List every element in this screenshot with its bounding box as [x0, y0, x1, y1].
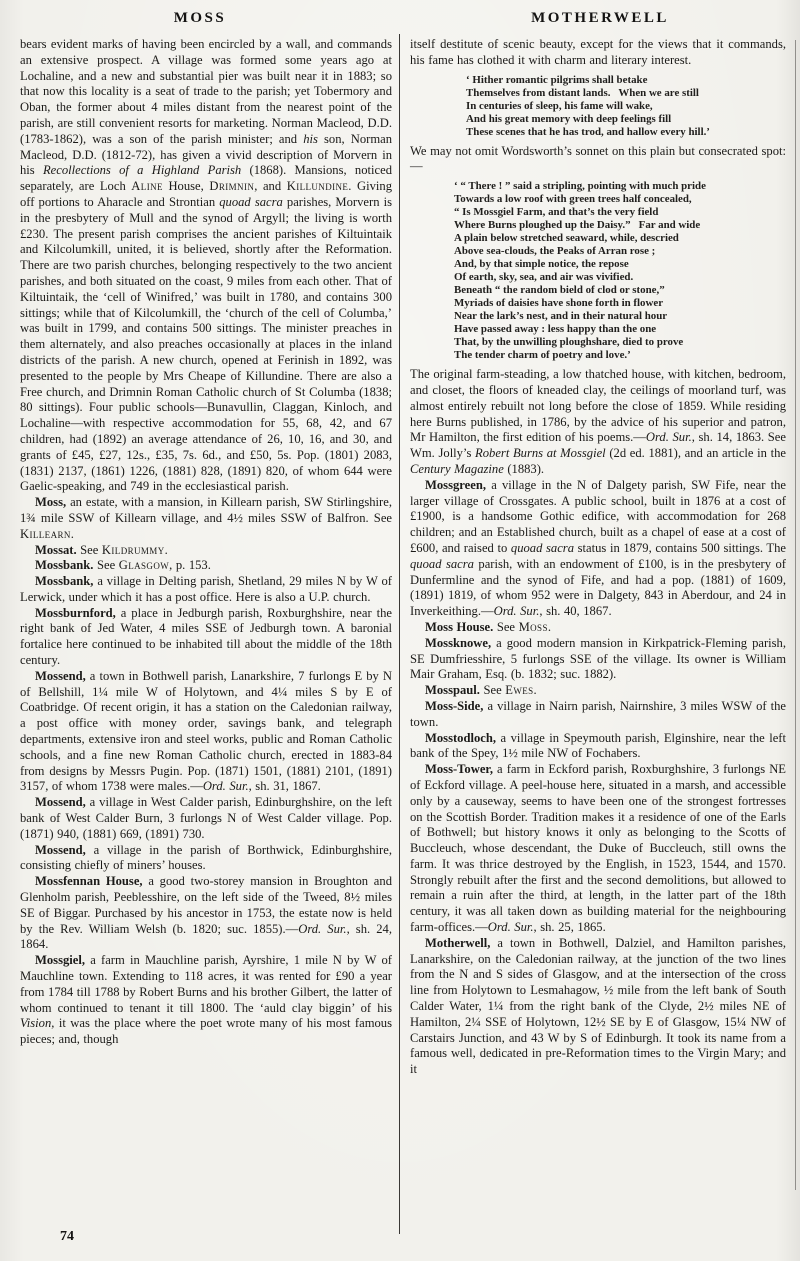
verse-line: Have passed away : less happy than the one — [454, 323, 657, 336]
entry-paragraph — [410, 478, 786, 620]
entry-paragraph — [20, 606, 392, 669]
text-segment: Ord. Sur. — [487, 920, 534, 935]
entry-headword: Mossend, — [35, 842, 86, 857]
text-segment: parish, with an endowment of £100, is in the presbytery of Dunfermline and the synod of Fife, and had a pop. (1881) of 1609, (1891) 1819, of whom 952 were in Dalgety, 843 in Aberdour, and 24 in Inverkeithing.— — [410, 556, 786, 619]
text-segment: parishes, Morvern is in the presbytery of Mull and the synod of Argyll; the living is worth £230. The present parish comprises the ancient parishes of Kiltuintaik and Kilcolumkill, united, it is believed, shortly after the Reformation. There are two parish churches, belonging respectively to the two ancient parishes, and both situated on the coast, 9 miles from each other. That of Kiltuintaik, the ‘cell of Winifred,’ was built in 1780, and contains 300 sittings; while that of Kilcolumkill, the ‘church of the cell of Columba,’ was built in 1799, and contains 500 sittings. The minister preaches in them alternately, and also preaches occasionally at places in the inland districts of the parish. A new church, opened at Ferinish in 1892, was presented to the people by Mrs Cheape of Killundine. There are also a Free church, and Drimnin Roman Catholic church of St Columba (1838; 80 sittings). Four public schools—Bunavullin, Claggan, Kinloch, and Lochaline—with respective accommodation for 55, 68, 42, and 67 children, had (1892) an average attendance of 26, 10, 16, and 30, and grants of £45, £27, 12s., £35, 7s. 6d., and £50, 5s. Pop. (1801) 2083, (1831) 2137, (1861) 1226, (1881) 828, (1891) 820, of whom 644 were Gaelic-speaking, and 749 in the ecclesiastical parish. — [20, 194, 392, 494]
cross-reference: Ewes — [505, 683, 534, 698]
text-segment: Recollections of a Highland Parish — [42, 163, 242, 178]
text-segment: (1883). — [503, 461, 545, 476]
entry-headword: Moss House. — [425, 619, 494, 634]
page-edge-scan-line — [795, 40, 796, 1190]
verse-block — [454, 180, 786, 362]
entry-headword: Mossgiel, — [35, 953, 86, 968]
entry-headword: Mosstodloch, — [425, 730, 497, 745]
entry-paragraph — [20, 669, 392, 795]
entry-headword: Mossend, — [35, 668, 86, 683]
column-divider-rule — [399, 34, 400, 1234]
entry-headword: Mossgreen, — [425, 477, 486, 492]
text-segment: a place in Jedburgh parish, Roxburghshire, near the right bank of Jed Water, 4 miles SSE of Jedburgh town. A baronial fortalice here continued to be inhabited till about the middle of the 18th century. — [20, 605, 392, 668]
cross-reference: Killundine — [286, 179, 349, 194]
cross-reference: Aline — [131, 179, 163, 194]
running-head-left: MOSS — [173, 10, 227, 26]
text-segment: Ord. Sur. — [645, 430, 692, 445]
entry-paragraph — [410, 731, 786, 763]
verse-line: And, by that simple notice, the repose — [454, 258, 629, 271]
text-segment: , p. 153. — [169, 558, 211, 573]
verse-line: Above sea-clouds, the Peaks of Arran rose ; — [454, 245, 656, 258]
entry-headword: Mosspaul. — [425, 683, 480, 698]
entry-paragraph — [410, 683, 786, 699]
text-segment: Century Magazine — [410, 461, 504, 476]
verse-line: These scenes that he has trod, and hallow every hill.’ — [466, 125, 710, 138]
text-segment: a village in Nairn parish, Nairnshire, 3 miles WSW of the town. — [410, 698, 786, 729]
text-segment: . — [164, 542, 168, 557]
text-segment: . Giving off portions to Aharacle and Strontian — [20, 179, 392, 209]
text-segment: itself destitute of scenic beauty, except for the views that it commands, his fame has clothed it with charm and literary interest. — [410, 37, 786, 67]
entry-headword: Mossburnford, — [35, 605, 116, 620]
text-segment: Ord. Sur. — [202, 779, 249, 794]
text-segment: The original farm-steading, a low thatched house, with kitchen, bedroom, and closet, the floors of kneaded clay, the ceilings of moorland turf, was almost entirely rebuilt not long before the close of 1859. While residing here Burns published, in 1786, by the advice of his superior and patron, Mr Hamilton, the first edition of his poems.— — [410, 367, 786, 445]
text-segment: Ord. Sur. — [493, 604, 540, 619]
entry-paragraph — [410, 936, 786, 1078]
cross-reference: Drimnin — [209, 179, 255, 194]
verse-line: Of earth, sky, sea, and air was vivified. — [454, 271, 634, 284]
verse-block — [466, 74, 786, 139]
verse-line: Beneath “ the random bield of clod or stone,” — [454, 284, 665, 297]
text-segment: a good two-storey mansion in Broughton and Glenholm parish, Peeblesshire, on the left side of the Tweed, 8½ miles SE of Biggar. Purchased by his ancestor in 1753, the estate now is held by the Rev. William Welsh (b. 1820; suc. 1855).— — [20, 874, 392, 936]
text-segment: his — [303, 131, 318, 146]
text-segment: a village in the parish of Borthwick, Edinburghshire, consisting chiefly of miners’ houses. — [20, 842, 392, 873]
text-segment: a village in Speymouth parish, Elginshire, near the left bank of the Spey, 1½ mile NW of Fochabers. — [410, 730, 786, 761]
verse-line: Where Burns ploughed up the Daisy.” Far and wide — [454, 219, 701, 232]
text-segment: a village in Delting parish, Shetland, 29 miles N by W of Lerwick, under which it has a post office. Here is also a U.P. church. — [20, 574, 392, 604]
text-segment: , sh. 31, 1867. — [248, 779, 321, 794]
entry-paragraph — [410, 636, 786, 683]
entry-paragraph — [20, 543, 392, 559]
text-segment: a farm in Mauchline parish, Ayrshire, 1 mile N by W of Mauchline town. Extending to 118 acres, it was rented for £90 a year from 1784 till 1788 by Robert Burns and his brother Gilbert, the latter of whom continued to tenant it till 1800. The ‘auld clay biggin’ of his — [20, 953, 392, 1015]
text-segment: quoad sacra — [410, 556, 474, 571]
entry-paragraph — [20, 495, 392, 542]
text-segment: a town in Bothwell parish, Lanarkshire, 7 furlongs E by N of Bellshill, 1¼ mile W of Holytown, and 4¼ miles S by E of Coatbridge. Of recent origin, it has a station on the Caledonian railway, a post office with money order, savings bank, and telegraph departments, extensive iron and steel works, public and Roman Catholic schools, and a fine new Roman Catholic church, erected in 1883-84 from designs by Messrs Pugin. Pop. (1871) 1501, (1881) 2101, (1891) 3157, of whom 1738 were males.— — [20, 668, 392, 794]
text-segment: a farm in Eckford parish, Roxburghshire, 3 furlongs NE of Eckford village. A peel-house here, situated in a marsh, and accessible only by a causeway, seems to have been one of the strongest fortresses on the Scottish Border. Tradition makes it a residence of one of the Earls of Bothwell; but history knows it only as belonging to the Scotts of Buccleuch, whose descendant, the Duke of Buccleuch, still owns the farm. It was thrice destroyed by the English, in 1523, 1544, and 1570. Strongly rebuilt after the first and the second demolitions, but allowed to remain a ruin after the third, at length, in the latter part of the 18th century, it was all taken down as building material for the neighbouring farm-offices.— — [410, 762, 786, 935]
text-segment: . — [547, 619, 552, 634]
text-segment: an estate, with a mansion, in Killearn parish, SW Stirlingshire, 1¾ mile SSW of Killearn village, and 4½ miles SSW of Balfron. See — [20, 495, 392, 525]
entry-headword: Moss, — [35, 495, 67, 510]
entry-paragraph — [20, 874, 392, 953]
text-segment: , sh. 25, 1865. — [533, 920, 606, 935]
entry-paragraph — [20, 843, 392, 875]
cross-reference: Moss — [518, 619, 548, 634]
text-segment: quoad sacra — [219, 194, 283, 209]
entry-headword: Mossat. — [35, 542, 77, 557]
continuation-paragraph — [410, 37, 786, 69]
entry-paragraph — [410, 699, 786, 731]
text-segment: See — [493, 619, 519, 634]
text-segment: See — [479, 683, 506, 698]
verse-line: In centuries of sleep, his fame will wake, — [466, 99, 653, 112]
entry-headword: Mossbank, — [35, 574, 94, 589]
entry-headword: Mossbank. — [35, 558, 94, 573]
page-number: 74 — [60, 1229, 74, 1244]
text-segment: Vision, — [20, 1016, 55, 1031]
verse-line: And his great memory with deep feelings fill — [466, 112, 672, 125]
text-segment: , sh. 14, 1863. See Wm. Jolly’s — [410, 430, 786, 461]
text-segment: it was the place where the poet wrote many of his most famous pieces; and, though — [20, 1016, 392, 1047]
text-segment: See — [93, 558, 119, 573]
text-segment: , sh. 24, 1864. — [20, 921, 392, 952]
entry-paragraph — [20, 574, 392, 606]
cross-reference: Glasgow — [118, 558, 170, 573]
entry-headword: Moss-Tower, — [425, 762, 493, 777]
continuation-paragraph — [20, 37, 392, 495]
entry-paragraph — [20, 795, 392, 842]
text-segment: son, Norman Macleod, D.D. (1812-72), has given a vivid description of Morvern in his — [20, 131, 392, 178]
text-segment: Ord. Sur. — [298, 921, 347, 936]
verse-line: Themselves from distant lands. When we are still — [466, 86, 699, 99]
text-segment: a good modern mansion in Kirkpatrick-Fleming parish, SE Dumfriesshire, 5 furlongs SSE of the village. Its owner is William Mair Graham, Esq. (b. 1832; suc. 1882). — [410, 635, 786, 682]
verse-line: “ Is Mossgiel Farm, and that’s the very field — [454, 206, 659, 219]
verse-line: A plain below stretched seaward, while, descried — [454, 232, 679, 245]
verse-line: Towards a low roof with green trees half concealed, — [454, 193, 692, 206]
text-segment: (2d ed. 1881), and an article in the — [605, 446, 787, 461]
verse-line: That, by the unwilling ploughshare, died to prove — [454, 336, 684, 349]
text-segment: , and — [254, 179, 287, 194]
entry-headword: Moss-Side, — [425, 698, 484, 713]
running-head-right: MOTHERWELL — [531, 10, 669, 26]
text-segment: a village in the N of Dalgety parish, SW Fife, near the larger village of Crossgates. A public school, built in 1876 at a cost of £1900, is a handsome Gothic edifice, with accommodation for 268 children; and an Established church, built as a chapel of ease at a cost of £600, and raised to — [410, 477, 786, 555]
cross-reference: Kildrummy — [101, 542, 165, 557]
text-segment: See — [76, 542, 102, 557]
left-column — [20, 37, 392, 1048]
entry-headword: Mossend, — [35, 795, 86, 810]
text-segment: . — [70, 526, 74, 541]
entry-headword: Mossknowe, — [425, 635, 492, 650]
text-segment: status in 1879, contains 500 sittings. The — [574, 540, 786, 555]
entry-paragraph — [410, 762, 786, 936]
text-segment: Robert Burns at Mossgiel — [475, 446, 606, 461]
text-segment: quoad sacra — [510, 540, 575, 555]
text-segment: House, — [162, 179, 210, 194]
verse-line: ‘ Hither romantic pilgrims shall betake — [466, 73, 648, 86]
entry-paragraph — [20, 953, 392, 1048]
text-segment: (1868). Mansions, noticed separately, are Loch — [20, 163, 392, 194]
verse-line: Near the lark’s nest, and in their natural hour — [454, 310, 668, 323]
text-segment: . — [533, 683, 537, 698]
text-segment: a town in Bothwell, Dalziel, and Hamilton parishes, Lanarkshire, on the Caledonian railway, at the junction of the two lines from the N and S sides of Glasgow, and at the intersection of the cross line from Holytown to Lesmahagow, ½ mile from the left bank of South Calder Water, 1¼ from the right bank of the Clyde, 2½ miles NE of Hamilton, 2¼ SSE of Holytown, 12½ SE by E of Glasgow, 15¼ NW of Carstairs Junction, and 43 W by S of Edinburgh. It took its name from a famous well, dedicated in pre-Reformation times to the Virgin Mary; and it — [410, 935, 786, 1077]
text-segment: bears evident marks of having been encircled by a wall, and commands an extensive prospect. A village was formed some years ago at Lochaline, and a new and substantial pier was built near it in 1883; so that now this locality is a seat of trade to the parish; yet Tobermory and Oban, the former about 4 miles distant from the nearest point of the parish, are still convenient resorts for marketing. Norman Macleod, D.D. (1783-1862), was a son of the parish minister; and — [20, 37, 392, 146]
text-segment: We may not omit Wordsworth’s sonnet on this plain but consecrated spot:— — [410, 143, 786, 174]
entry-paragraph — [20, 558, 392, 574]
right-column — [410, 37, 786, 1078]
entry-paragraph — [410, 620, 786, 636]
continuation-paragraph — [410, 144, 786, 176]
continuation-paragraph — [410, 367, 786, 478]
cross-reference: Killearn — [20, 526, 71, 541]
verse-line: The tender charm of poetry and love.’ — [454, 349, 631, 362]
text-segment: a village in West Calder parish, Edinburghshire, on the left bank of West Calder Burn, 3 furlongs N of West Calder village. Pop. (1871) 940, (1881) 669, (1891) 730. — [20, 795, 392, 841]
entry-headword: Mossfennan House, — [35, 874, 143, 889]
verse-line: ‘ “ There ! ” said a stripling, pointing with much pride — [454, 180, 706, 193]
text-segment: , sh. 40, 1867. — [539, 604, 612, 619]
verse-line: Myriads of daisies have shone forth in flower — [454, 297, 664, 310]
entry-headword: Motherwell, — [425, 935, 491, 950]
